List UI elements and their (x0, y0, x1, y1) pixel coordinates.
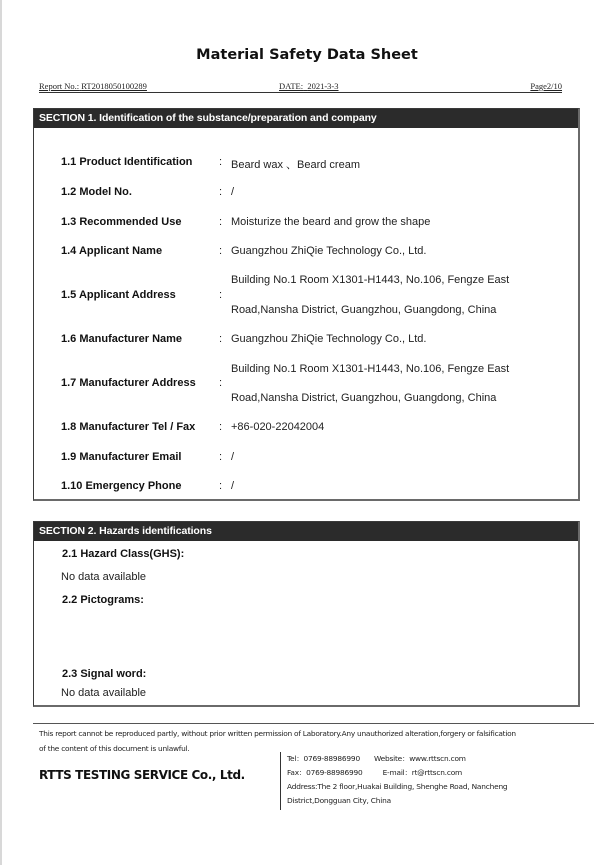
row-separator: : (219, 289, 223, 301)
row-label: 1.2 Model No. (61, 186, 132, 198)
row-label: 1.10 Emergency Phone (61, 480, 182, 492)
disclaimer-line-1: This report cannot be reproduced partly, without prior written permission of Laboratory.Any unauthorized alteration,forgery or falsification (39, 729, 516, 738)
row-value: Guangzhou ZhiQie Technology Co., Ltd. (231, 245, 427, 257)
row-value: Guangzhou ZhiQie Technology Co., Ltd. (231, 333, 427, 345)
section-2-hazards (33, 521, 580, 707)
section-2-header: SECTION 2. Hazards identifications (34, 522, 578, 541)
page-number: Page2/10 (530, 81, 562, 91)
row-label: 1.8 Manufacturer Tel / Fax (61, 421, 196, 433)
report-number-value: RT2018050100289 (81, 81, 147, 91)
signal-word-value: No data available (61, 687, 147, 699)
hazard-class-value: No data available (61, 571, 147, 583)
page-left-edge (0, 0, 2, 865)
report-date-label: DATE: (279, 81, 304, 91)
company-address-line-1: Address:The 2 floor,Huakai Building, Shenghe Road, Nancheng (287, 782, 508, 791)
row-separator: : (219, 245, 223, 257)
row-value: / (231, 451, 235, 463)
row-separator: : (219, 421, 223, 433)
row-value: / (231, 480, 235, 492)
row-value-line-1: Building No.1 Room X1301-H1443, No.106, Fengze East (231, 363, 510, 375)
document-title: Material Safety Data Sheet (196, 47, 418, 63)
company-email: E-mail：rt@rttscn.com (382, 768, 463, 777)
row-label: 1.3 Recommended Use (61, 216, 182, 228)
row-value: / (231, 186, 235, 198)
row-separator: : (219, 451, 223, 463)
pictograms-label: 2.2 Pictograms: (62, 594, 144, 606)
disclaimer-line-2: of the content of this document is unlawful. (39, 744, 190, 753)
row-value-line-1: Building No.1 Room X1301-H1443, No.106, Fengze East (231, 274, 510, 286)
row-separator: : (219, 480, 223, 492)
contact-line-fax-email (287, 766, 507, 780)
row-label: 1.4 Applicant Name (61, 245, 163, 257)
row-label: 1.5 Applicant Address (61, 289, 176, 301)
row-separator: : (219, 156, 223, 168)
row-value-line-2: Road,Nansha District, Guangzhou, Guangdong, China (231, 392, 497, 404)
row-value: Moisturize the beard and grow the shape (231, 216, 431, 228)
section-1-identification (33, 108, 580, 501)
contact-line-tel-website (287, 752, 507, 766)
row-label: 1.9 Manufacturer Email (61, 451, 182, 463)
testing-company-name: RTTS TESTING SERVICE Co., Ltd. (39, 768, 245, 782)
company-contact-block (280, 752, 507, 810)
company-website: Website：www.rttscn.com (373, 754, 466, 763)
row-separator: : (219, 186, 223, 198)
report-info-line (39, 80, 562, 93)
row-value-line-2: Road,Nansha District, Guangzhou, Guangdong, China (231, 304, 497, 316)
row-value: +86-020-22042004 (231, 421, 325, 433)
row-separator: : (219, 216, 223, 228)
report-number (39, 81, 147, 91)
hazard-class-label: 2.1 Hazard Class(GHS): (62, 548, 185, 560)
row-label: 1.7 Manufacturer Address (61, 377, 196, 389)
report-date (279, 81, 339, 91)
section-1-header: SECTION 1. Identification of the substance/preparation and company (34, 109, 578, 128)
company-address-line-2: District,Dongguan City, China (287, 796, 391, 805)
signal-word-label: 2.3 Signal word: (62, 668, 147, 680)
footer-divider (33, 723, 594, 724)
company-fax: Fax：0769-88986990 (287, 768, 363, 777)
row-separator: : (219, 377, 223, 389)
report-number-label: Report No.: (39, 81, 80, 91)
row-label: 1.1 Product Identification (61, 156, 193, 168)
row-value: Beard wax 、Beard cream (231, 159, 360, 171)
row-separator: : (219, 333, 223, 345)
row-label: 1.6 Manufacturer Name (61, 333, 183, 345)
company-tel: Tel：0769-88986990 (287, 754, 360, 763)
report-date-value: 2021-3-3 (307, 81, 339, 91)
